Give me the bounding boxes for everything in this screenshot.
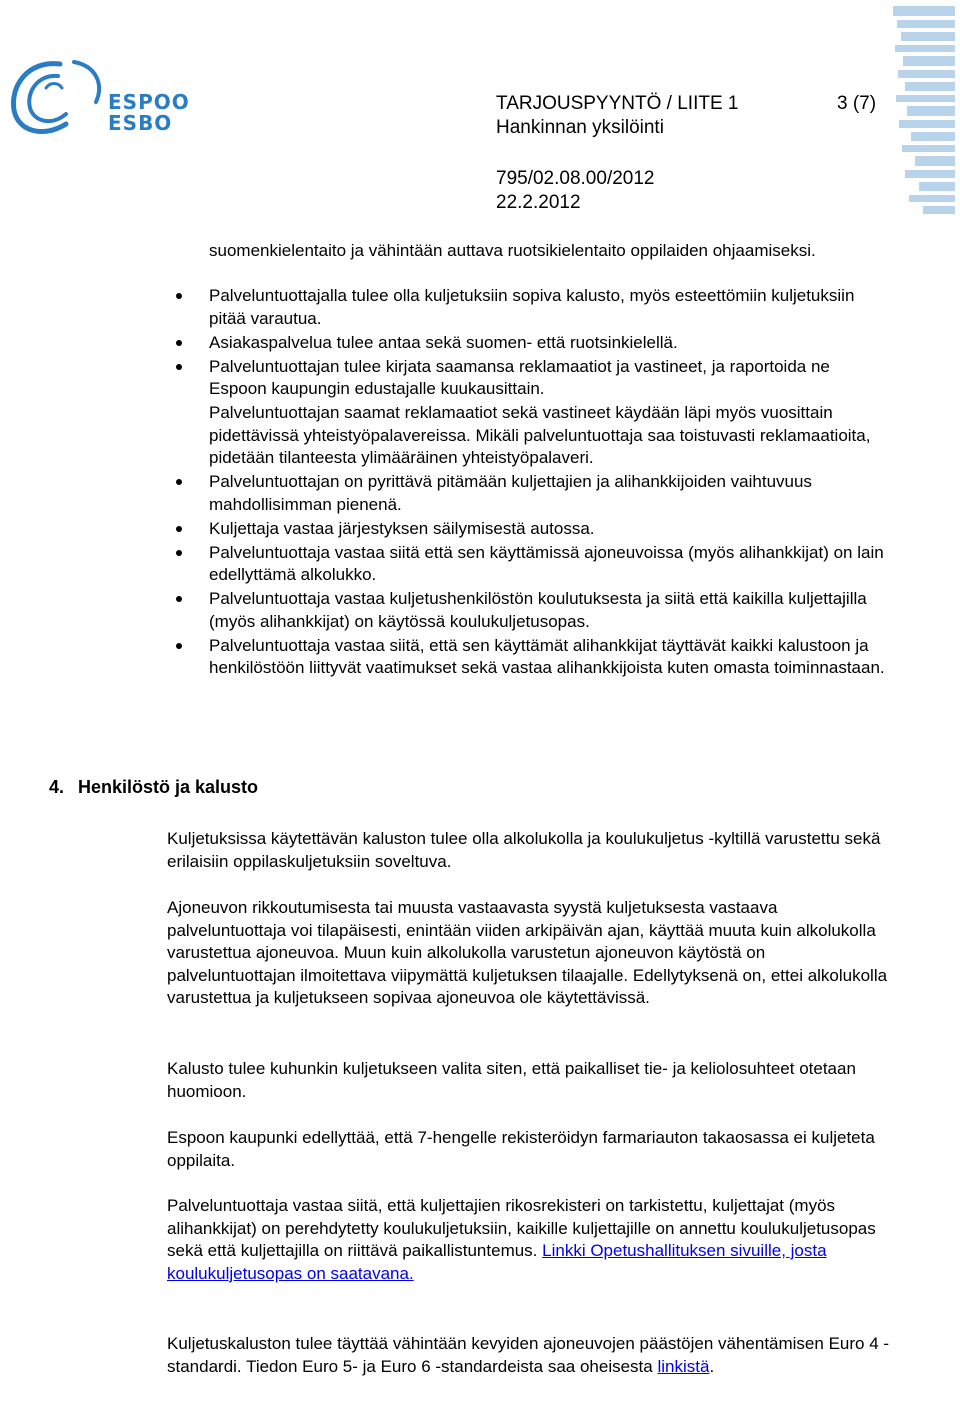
list-item: Palveluntuottaja vastaa kuljetushenkilöstön koulutuksesta ja siitä että kaikilla kuljettajilla (myös alihankkijat) on käytössä koulukuljetusopas. bbox=[209, 588, 889, 633]
school-transport-guide-link[interactable]: Linkki Opetushallituksen sivuille, josta koulukuljetusopas on saatavana. bbox=[167, 1241, 827, 1283]
espoo-logo bbox=[8, 58, 188, 138]
list-item: Palveluntuottajalla tulee olla kuljetuksiin sopiva kalusto, myös esteettömiin kuljetuksiin pitää varautua. bbox=[209, 285, 889, 330]
paragraph-emission-standards bbox=[167, 1333, 897, 1378]
paragraph-driver-requirements bbox=[167, 1195, 897, 1285]
document-subtitle: Hankinnan yksilöinti bbox=[496, 117, 664, 138]
reference-number: 795/02.08.00/2012 bbox=[496, 168, 655, 189]
continuation-text: suomenkielentaito ja vähintään auttava ruotsikielentaito oppilaiden ohjaamiseksi. bbox=[209, 241, 816, 260]
list-item: Kuljettaja vastaa järjestyksen säilymisestä autossa. bbox=[209, 518, 889, 541]
list-item: Palveluntuottaja vastaa siitä että sen käyttämissä ajoneuvoissa (myös alihankkijat) on lain edellyttämä alkolukko. bbox=[209, 542, 889, 587]
list-item: Palveluntuottaja vastaa siitä, että sen käyttämät alihankkijat täyttävät kaikki kalustoon ja henkilöstöön liittyvät vaatimukset sekä vastaa alihankkijoista kuten omasta toiminnastaan. bbox=[209, 635, 889, 680]
list-item: Asiakaspalvelua tulee antaa sekä suomen- että ruotsinkielellä. bbox=[209, 332, 889, 355]
page-number: 3 (7) bbox=[837, 93, 877, 114]
section-number: 4. bbox=[49, 777, 65, 797]
logo-text-esbo: ESBO bbox=[108, 111, 173, 135]
paragraph-end: . bbox=[709, 1356, 715, 1376]
logo-emblem-icon bbox=[8, 58, 118, 138]
paragraph-vehicle-breakdown: Ajoneuvon rikkoutumisesta tai muusta vastaavasta syystä kuljetuksesta vastaava palveluntuottaja voi tilapäisesti, enintään viiden arkipäivän ajan, käyttää muuta kuin alkolukolla varustettua ajoneuvoa. Muun kuin alkolukolla varustetun ajoneuvon käytöstä on palveluntuottajan ilmoitettava viipymättä kuljetuksen tilaajalle. Edellytyksenä on, ettei alkolukolla varustettua ja kuljetukseen sopivaa ajoneuvoa ole käytettävissä. bbox=[167, 898, 888, 1007]
list-item: Palveluntuottajan tulee kirjata saamansa reklamaatiot ja vastineet, ja raportoida ne Espoon kaupungin edustajalle kuukausittain. bbox=[209, 356, 889, 401]
document-title: TARJOUSPYYNTÖ / LIITE 1 bbox=[496, 93, 739, 114]
document-date: 22.2.2012 bbox=[496, 192, 581, 213]
requirements-list bbox=[209, 285, 889, 681]
paragraph-station-wagon: Espoon kaupunki edellyttää, että 7-hengelle rekisteröidyn farmariauton takaosassa ei kuljeteta oppilaita. bbox=[167, 1128, 875, 1170]
logo-text-espoo: ESPOO bbox=[108, 90, 190, 114]
section-title: Henkilöstö ja kalusto bbox=[78, 777, 259, 797]
list-item: Palveluntuottajan saamat reklamaatiot sekä vastineet käydään läpi myös vuosittain pidettävissä yhteistyöpalavereissa. Mikäli palveluntuottaja saa toistuvasti reklamaatioita, pidetään tilanteesta ylimääräinen yhteistyöpalaveri. bbox=[209, 403, 871, 467]
paragraph-road-conditions: Kalusto tulee kuhunkin kuljetukseen valita siten, että paikalliset tie- ja keliolosuhteet otetaan huomioon. bbox=[167, 1059, 856, 1101]
list-item: Palveluntuottajan on pyrittävä pitämään kuljettajien ja alihankkijoiden vaihtuvuus mahdollisimman pienenä. bbox=[209, 471, 889, 516]
euro-standards-link[interactable]: linkistä bbox=[657, 1356, 710, 1376]
decorative-stripes-icon bbox=[893, 6, 955, 216]
paragraph-text: Palveluntuottaja vastaa siitä, että kuljettajien rikosrekisteri on tarkistettu, kuljettajat (myös alihankkijat) on perehdytetty koulukuljetuksiin, kaikille kuljettajille on annettu koulukuljetusopas sekä että kuljettajilla on riittävä paikallistuntemus. bbox=[167, 1196, 876, 1260]
paragraph-equipment: Kuljetuksissa käytettävän kaluston tulee olla alkolukolla ja koulukuljetus -kyltillä varustettu sekä erilaisiin oppilaskuljetuksiin soveltuva. bbox=[167, 829, 881, 871]
paragraph-text: Kuljetuskaluston tulee täyttää vähintään kevyiden ajoneuvojen päästöjen vähentämisen Euro 4 -standardi. Tiedon Euro 5- ja Euro 6 -standardeista saa oheisesta bbox=[167, 1334, 890, 1376]
